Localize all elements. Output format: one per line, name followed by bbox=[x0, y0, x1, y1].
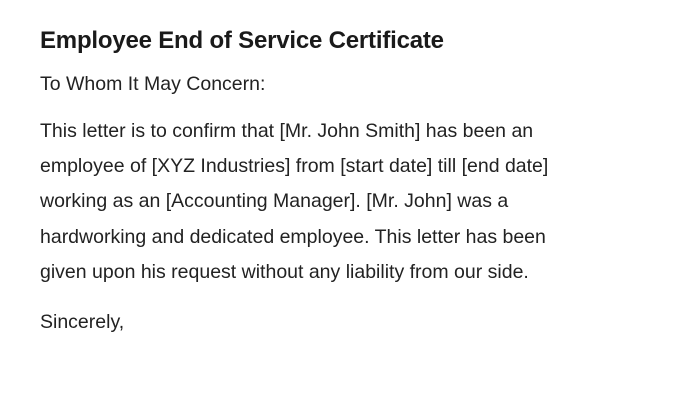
letter-body-line: employee of [XYZ Industries] from [start date] till [end date] bbox=[40, 155, 549, 178]
letter-body-line: This letter is to confirm that [Mr. John Smith] has been an bbox=[40, 120, 534, 142]
letter-body-line: hardworking and dedicated employee. This letter has been bbox=[40, 225, 546, 248]
document-title: Employee End of Service Certificate bbox=[40, 27, 444, 54]
closing: Sincerely, bbox=[40, 311, 125, 334]
letter-body-line: given upon his request without any liability from our side. bbox=[40, 260, 529, 283]
letter-body bbox=[40, 114, 620, 290]
letter-body-line: working as an [Accounting Manager]. [Mr. John] was a bbox=[40, 190, 509, 213]
salutation: To Whom It May Concern: bbox=[40, 73, 266, 95]
